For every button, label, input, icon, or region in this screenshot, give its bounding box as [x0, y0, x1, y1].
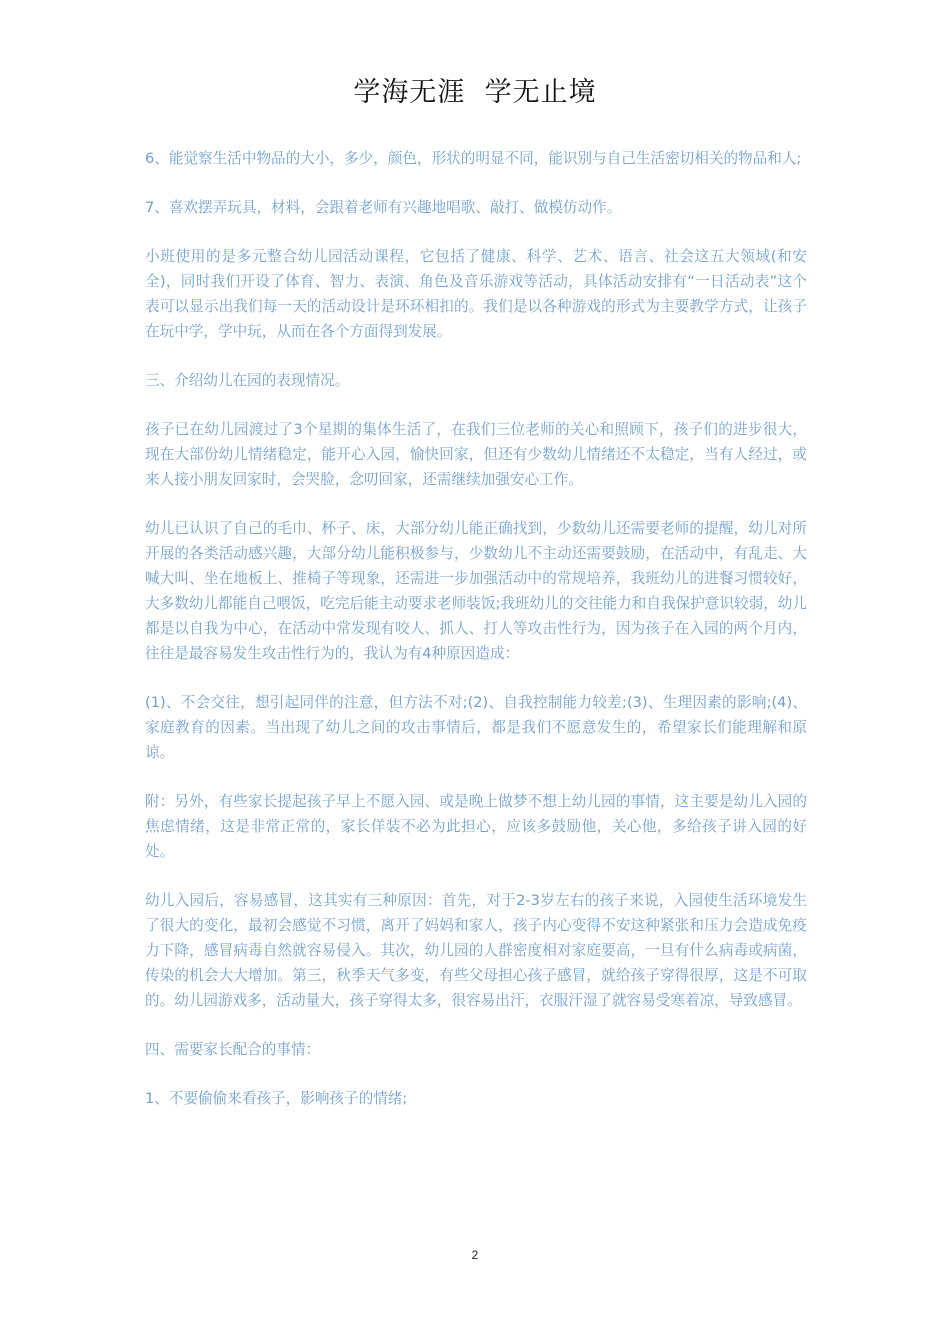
paragraph-cold: 幼儿入园后，容易感冒，这其实有三种原因：首先，对于2-3岁左右的孩子来说，入园使生活环境发生了很大的变化，最初会感觉不习惯，离开了妈妈和家人，孩子内心变得不安这种紧张和压力会造成免疫力下降，感冒病毒自然就容易侵入。其次，幼儿园的人群密度相对家庭要高，一旦有什么病毒或病菌，传染的机会大大增加。第三，秋季天气多变，有些父母担心孩子感冒，就给孩子穿得很厚，这是不可取的。幼儿园游戏多，活动量大，孩子穿得太多，很容易出汗，衣服汗湿了就容易受寒着凉，导致感冒。	[145, 892, 807, 1009]
paragraph-item-7: 7、喜欢摆弄玩具，材料，会跟着老师有兴趣地唱歌、敲打、做模仿动作。	[145, 199, 622, 216]
paragraph-parent-item-1: 1、不要偷偷来看孩子，影响孩子的情绪;	[145, 1090, 408, 1107]
section-heading-3: 三、介绍幼儿在园的表现情况。	[145, 372, 350, 389]
paragraph-item-6: 6、能觉察生活中物品的大小，多少，颜色，形状的明显不同，能识别与自己生活密切相关的物品和人;	[145, 150, 802, 167]
document-body	[145, 146, 807, 1135]
page-number: 2	[471, 1248, 479, 1262]
paragraph-behavior: 幼儿已认识了自己的毛巾、杯子、床，大部分幼儿能正确找到，少数幼儿还需要老师的提醒，幼儿对所开展的各类活动感兴趣，大部分幼儿能积极参与，少数幼儿不主动还需要鼓励，在活动中，有乱走、大喊大叫、坐在地板上、推椅子等现象，还需进一步加强活动中的常规培养，我班幼儿的进餐习惯较好，大多数幼儿都能自己喂饭，吃完后能主动要求老师装饭;我班幼儿的交往能力和自我保护意识较弱，幼儿都是以自我为中心，在活动中常发现有咬人、抓人、打人等攻击性行为，因为孩子在入园的两个月内，往往是最容易发生攻击性行为的，我认为有4种原因造成：	[145, 520, 807, 662]
paragraph-curriculum: 小班使用的是多元整合幼儿园活动课程，它包括了健康、科学、艺术、语言、社会这五大领域(和安全)，同时我们开设了体育、智力、表演、角色及音乐游戏等活动，具体活动安排有“一日活动表”这个表可以显示出我们每一天的活动设计是环环相扣的。我们是以各种游戏的形式为主要教学方式，让孩子在玩中学，学中玩，从而在各个方面得到发展。	[145, 248, 807, 340]
paragraph-adaptation: 孩子已在幼儿园渡过了3个星期的集体生活了，在我们三位老师的关心和照顾下，孩子们的进步很大，现在大部份幼儿情绪稳定，能开心入园，愉快回家，但还有少数幼儿情绪还不太稳定，当有人经过，或来人接小朋友回家时，会哭脸，念叨回家，还需继续加强安心工作。	[145, 421, 807, 488]
section-heading-4: 四、需要家长配合的事情：	[145, 1041, 321, 1058]
paragraph-reasons: (1)、不会交往，想引起同伴的注意，但方法不对;(2)、自我控制能力较差;(3)、生理因素的影响;(4)、家庭教育的因素。当出现了幼儿之间的攻击事情后，都是我们不愿意发生的，希望家长们能理解和原谅。	[145, 694, 807, 761]
paragraph-appendix: 附：另外，有些家长提起孩子早上不愿入园、或是晚上做梦不想上幼儿园的事情，这主要是幼儿入园的焦虑情绪，这是非常正常的，家长佯装不必为此担心，应该多鼓励他，关心他，多给孩子讲入园的好处。	[145, 793, 807, 860]
page-header-title: 学海无涯 学无止境	[353, 77, 597, 108]
